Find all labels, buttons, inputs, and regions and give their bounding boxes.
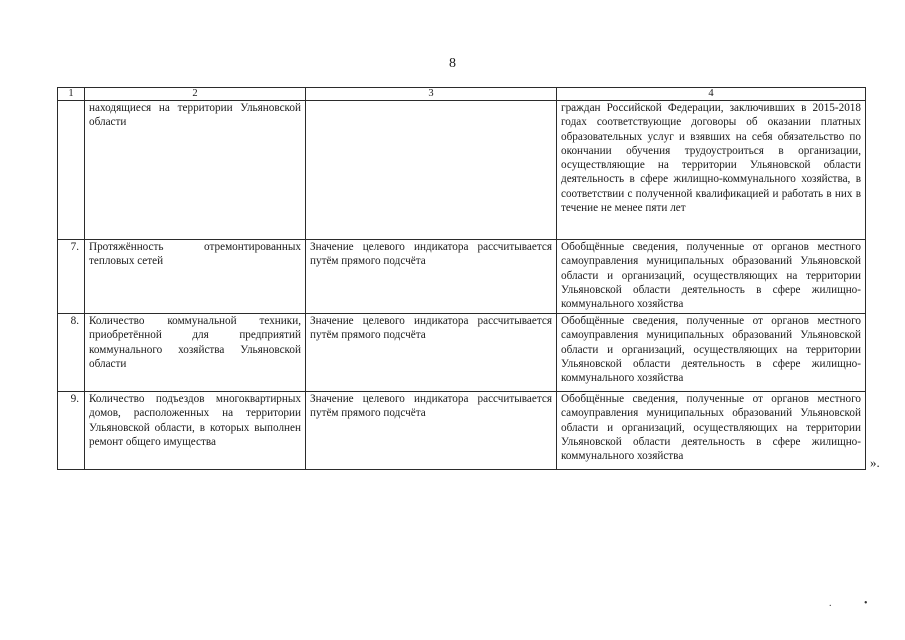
- indicator-cell: Протяжённость отремонтированных тепловых сетей: [85, 240, 306, 314]
- row-number: 8.: [58, 314, 85, 392]
- column-header: 4: [557, 88, 866, 101]
- indicator-cell: находящиеся на территории Ульяновской области: [85, 101, 306, 240]
- column-header: 2: [85, 88, 306, 101]
- source-cell: Обобщённые сведения, полученные от органов местного самоуправления муниципальных образований Ульяновской области и организаций, осуществляющих на территории Ульяновской области деятельность в сфере жилищно-коммунального хозяйства: [557, 314, 866, 392]
- source-cell: Обобщённые сведения, полученные от органов местного самоуправления муниципальных образований Ульяновской области и организаций, осуществляющих на территории Ульяновской области деятельность в сфере жилищно-коммунального хозяйства: [557, 240, 866, 314]
- method-cell: Значение целевого индикатора рассчитывается путём прямого подсчёта: [306, 314, 557, 392]
- scan-speck: .: [829, 598, 832, 609]
- row-number: 7.: [58, 240, 85, 314]
- method-cell: Значение целевого индикатора рассчитывается путём прямого подсчёта: [306, 392, 557, 470]
- scan-speck: •: [864, 598, 868, 609]
- closing-quote-mark: ».: [870, 455, 880, 470]
- indicator-cell: Количество подъездов многоквартирных домов, расположенных на территории Ульяновской области, в которых выполнен ремонт общего имущества: [85, 392, 306, 470]
- table-row: [58, 314, 866, 392]
- column-header: 1: [58, 88, 85, 101]
- table-row: [58, 101, 866, 240]
- row-number: [58, 101, 85, 240]
- column-header: 3: [306, 88, 557, 101]
- table-header-row: [58, 88, 866, 101]
- row-number: 9.: [58, 392, 85, 470]
- method-cell: [306, 101, 557, 240]
- indicators-table: [57, 87, 866, 470]
- method-cell: Значение целевого индикатора рассчитывается путём прямого подсчёта: [306, 240, 557, 314]
- page-number: 8: [449, 56, 456, 71]
- table-row: [58, 392, 866, 470]
- source-cell: граждан Российской Федерации, заключивших в 2015-2018 годах соответствующие договоры об оказании платных образовательных услуг и взявших на себя обязательство по окончании обучения трудоустроиться в организации, осуществляющие на территории Ульяновской области деятельность в сфере жилищно-коммунального хозяйства, в соответствии с полученной квалификацией и работать в них в течение не менее пяти лет: [557, 101, 866, 240]
- source-cell: Обобщённые сведения, полученные от органов местного самоуправления муниципальных образований Ульяновской области и организаций, осуществляющих на территории Ульяновской области деятельность в сфере жилищно-коммунального хозяйства: [557, 392, 866, 470]
- indicator-cell: Количество коммунальной техники, приобретённой для предприятий коммунального хозяйства Ульяновской области: [85, 314, 306, 392]
- table-row: [58, 240, 866, 314]
